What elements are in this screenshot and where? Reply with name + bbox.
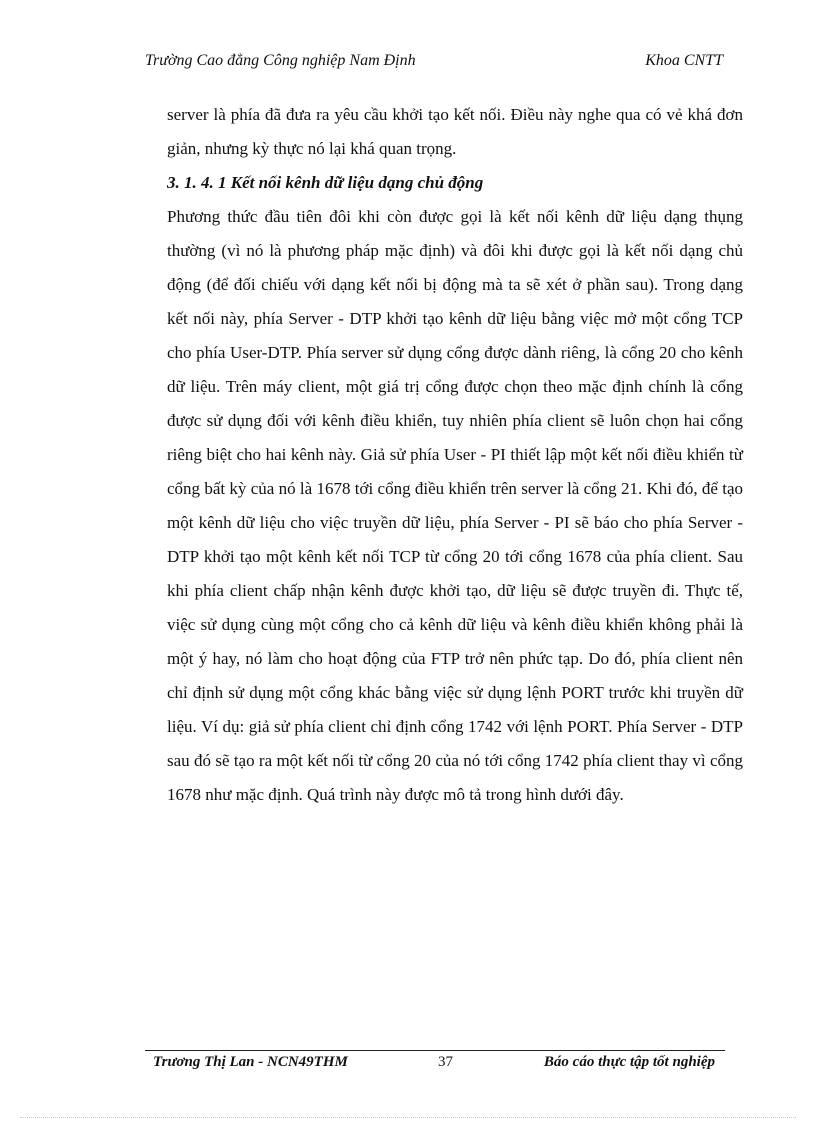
header-school-name: Trường Cao đẳng Công nghiệp Nam Định: [145, 52, 416, 69]
paragraph-main: Phương thức đầu tiên đôi khi còn được gọi là kết nối kênh dữ liệu dạng thụng thường (vì nó là phương pháp mặc định) và đôi khi được gọi là kết nối dạng chủ động (để đối chiếu với dạng kết nối bị động mà ta sẽ xét ở phần sau). Trong dạng kết nối này, phía Server - DTP khởi tạo kênh dữ liệu bằng việc mở một cổng TCP cho phía User-DTP. Phía server sử dụng cổng được dành riêng, là cổng 20 cho kênh dữ liệu. Trên máy client, một giá trị cổng được chọn theo mặc định chính là cổng được sử dụng đối với kênh điều khiển, tuy nhiên phía client sẽ luôn chọn hai cổng riêng biệt cho hai kênh này. Giả sử phía User - PI thiết lập một kết nối điều khiển từ cổng bất kỳ của nó là 1678 tới cổng điều khiển trên server là cổng 21. Khi đó, để tạo một kênh dữ liệu cho việc truyền dữ liệu, phía Server - PI sẽ báo cho phía Server - DTP khởi tạo một kênh kết nối TCP từ cổng 20 tới cổng 1678 của phía client. Sau khi phía client chấp nhận kênh được khởi tạo, dữ liệu sẽ được truyền đi. Thực tế, việc sử dụng cùng một cổng cho cả kênh dữ liệu và kênh điều khiển không phải là một ý hay, nó làm cho hoạt động của FTP trở nên phức tạp. Do đó, phía client nên chỉ định sử dụng một cổng khác bằng việc sử dụng lệnh PORT trước khi truyền dữ liệu. Ví dụ: giả sử phía client chỉ định cổng 1742 với lệnh PORT. Phía Server - DTP sau đó sẽ tạo ra một kết nối từ cổng 20 của nó tới cổng 1742 phía client thay vì cổng 1678 như mặc định. Quá trình này được mô tả trong hình dưới đây.: [167, 207, 743, 804]
footer-page-number: 37: [438, 1054, 453, 1070]
page-body: [167, 98, 743, 812]
footer-author: Trương Thị Lan - NCN49THM: [153, 1054, 348, 1070]
page-footer: [145, 1054, 725, 1076]
section-heading: 3. 1. 4. 1 Kết nối kênh dữ liệu dạng chủ động: [167, 173, 484, 192]
page-header: [145, 52, 725, 74]
page-bottom-border: [20, 1117, 796, 1118]
header-department: Khoa CNTT: [645, 52, 723, 69]
footer-divider: [145, 1050, 725, 1051]
footer-report-title: Báo cáo thực tập tốt nghiệp: [543, 1054, 715, 1070]
paragraph-continued: server là phía đã đưa ra yêu cầu khởi tạo kết nối. Điều này nghe qua có vẻ khá đơn giản, nhưng kỳ thực nó lại khá quan trọng.: [167, 105, 743, 158]
